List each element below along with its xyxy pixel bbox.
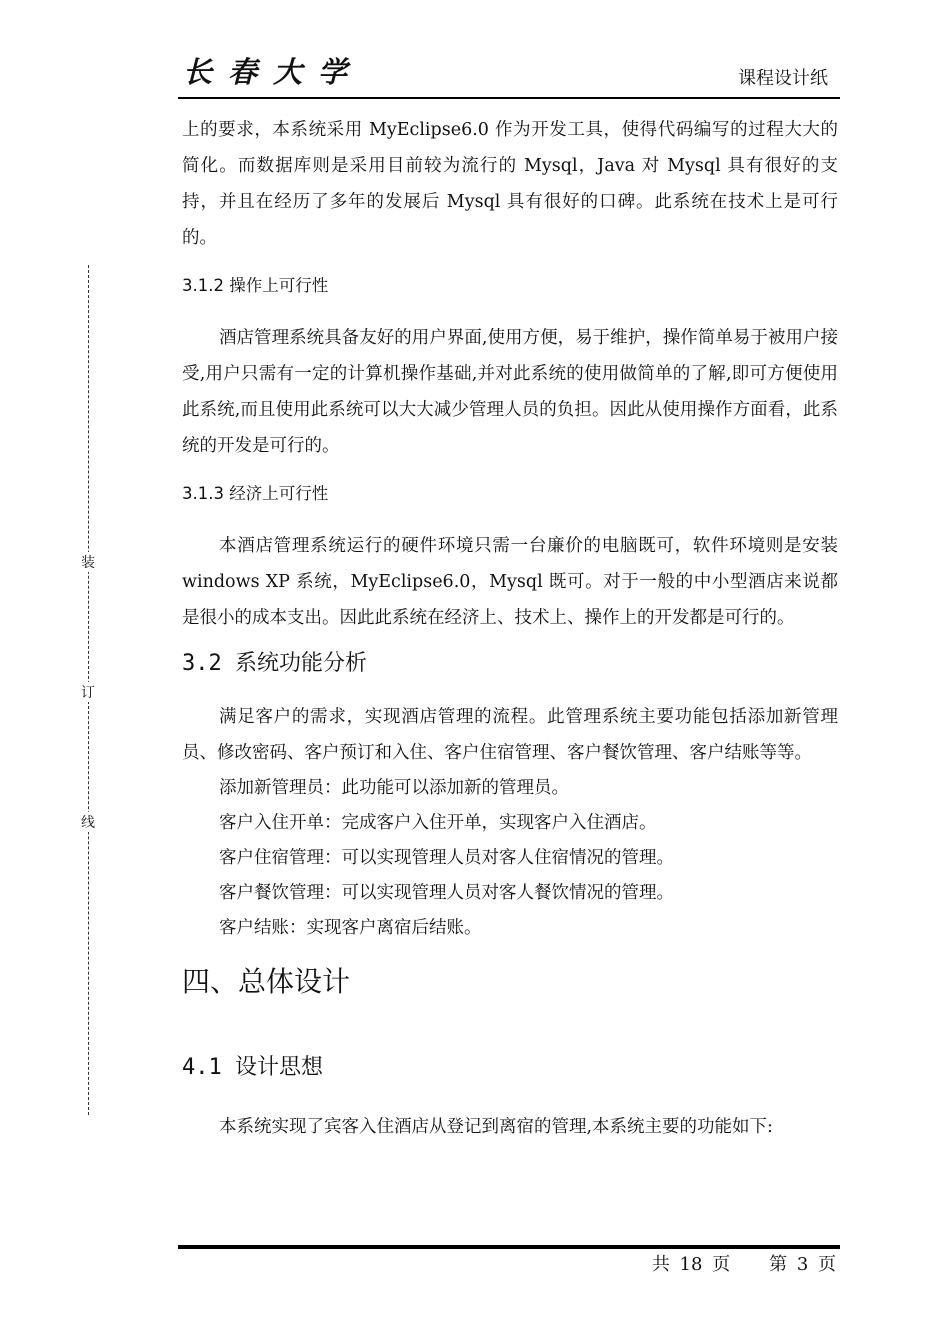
- footer-rule: [178, 1245, 840, 1249]
- feature-item: 客户住宿管理：可以实现管理人员对客人住宿情况的管理。: [219, 848, 674, 868]
- current-unit: 页: [818, 1254, 836, 1275]
- feature-item: 客户入住开单：完成客户入住开单，实现客户入住酒店。: [219, 813, 657, 833]
- intro-paragraph: 上的要求，本系统采用 MyEclipse6.0 作为开发工具，使得代码编写的过程大大的简化。而数据库则是采用目前较为流行的 Mysql，Java 对 Mysql 具有很好的支持，并且在经历了多年的发展后 Mysql 具有很好的口碑。此系统在技术上是可行的。: [182, 120, 838, 248]
- paragraph-4-1: 本系统实现了宾客入住酒店从登记到离宿的管理,本系统主要的功能如下:: [219, 1117, 773, 1137]
- heading-4-1: 4.1 设计思想: [182, 1055, 323, 1080]
- heading-chapter-4: 四、总体设计: [182, 965, 351, 998]
- binding-char-ding: 订: [80, 682, 96, 702]
- heading-3-1-3: 3.1.3 经济上可行性: [182, 484, 329, 503]
- document-type-label: 课程设计纸: [738, 68, 828, 89]
- university-logo: 长春大学: [183, 55, 364, 89]
- heading-3-1-2: 3.1.2 操作上可行性: [182, 276, 329, 295]
- total-pages: 18: [679, 1254, 703, 1275]
- total-unit: 页: [712, 1254, 731, 1275]
- feature-item: 客户结账：实现客户离宿后结账。: [219, 918, 482, 938]
- total-label: 共: [651, 1254, 670, 1275]
- current-label: 第: [769, 1254, 788, 1275]
- feature-item: 客户餐饮管理：可以实现管理人员对客人餐饮情况的管理。: [219, 883, 674, 903]
- paragraph-3-1-2: 酒店管理系统具备友好的用户界面,使用方便，易于维护，操作简单易于被用户接受,用户只需有一定的计算机操作基础,并对此系统的使用做简单的了解,即可方便使用此系统,而且使用此系统可以大大减少管理人员的负担。因此从使用操作方面看，此系统的开发是可行的。: [182, 328, 838, 456]
- binding-char-zhuang: 装: [80, 552, 96, 572]
- paragraph-3-2: 满足客户的需求，实现酒店管理的流程。此管理系统主要功能包括添加新管理员、修改密码、客户预订和入住、客户住宿管理、客户餐饮管理、客户结账等等。: [182, 707, 838, 763]
- header-rule: [178, 97, 840, 99]
- current-page: 3: [796, 1254, 809, 1275]
- feature-item: 添加新管理员：此功能可以添加新的管理员。: [219, 778, 569, 798]
- page-content: [182, 112, 838, 1145]
- binding-char-xian: 线: [80, 812, 96, 832]
- heading-3-2: 3.2 系统功能分析: [182, 651, 367, 676]
- paragraph-3-1-3: 本酒店管理系统运行的硬件环境只需一台廉价的电脑既可，软件环境则是安装 windows XP 系统，MyEclipse6.0，Mysql 既可。对于一般的中小型酒店来说都是很小的成本支出。因此此系统在经济上、技术上、操作上的开发都是可行的。: [182, 536, 838, 628]
- page-number: [652, 1250, 836, 1276]
